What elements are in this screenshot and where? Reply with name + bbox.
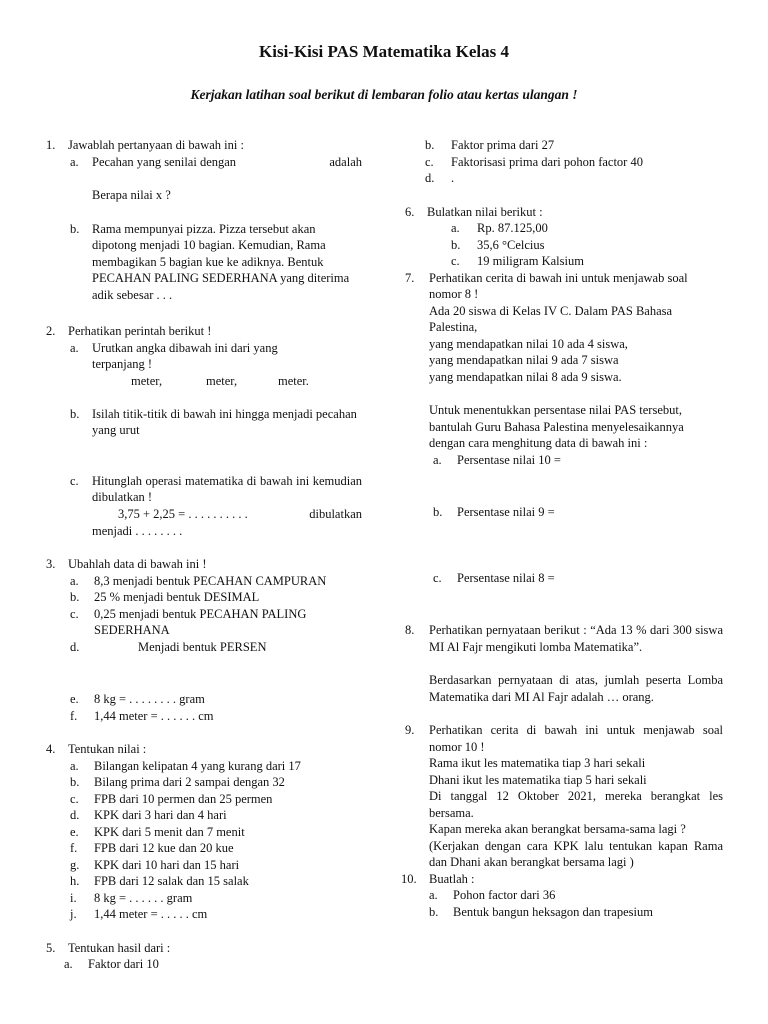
item-text: Persentase nilai 10 = <box>457 452 561 467</box>
question-2a-units <box>46 373 362 390</box>
item-letter: d. <box>70 808 80 822</box>
question-text: Ubahlah data di bawah ini ! <box>68 557 207 571</box>
question-1a-line2: Berapa nilai x ? <box>92 188 171 202</box>
item-text: 1,44 meter = . . . . . . cm <box>94 708 214 723</box>
question-6a <box>405 220 723 237</box>
question-text: Perhatikan perintah berikut ! <box>68 324 212 338</box>
item-letter: c. <box>70 473 79 488</box>
question-4-items <box>46 758 362 923</box>
item-text: KPK dari 10 hari dan 15 hari <box>94 857 240 872</box>
item-letter: c. <box>451 254 460 268</box>
item-text: 35,6 °Celcius <box>477 237 545 252</box>
item-letter: b. <box>429 904 439 919</box>
item-text: 8 kg = . . . . . . . . gram <box>94 692 205 706</box>
item-text: 25 % menjadi bentuk DESIMAL <box>94 590 260 604</box>
item-letter: a. <box>429 888 438 902</box>
item-letter: b. <box>70 590 80 604</box>
item-text-tail: adalah <box>329 154 362 169</box>
item-text: KPK dari 5 menit dan 7 menit <box>94 824 245 839</box>
story-line: yang mendapatkan nilai 8 ada 9 siswa. <box>429 369 622 384</box>
item-text: Hitunglah operasi matematika di bawah ini kemudian dibulatkan ! <box>92 473 362 504</box>
question-4-item <box>46 824 362 841</box>
question-2 <box>46 323 362 340</box>
question-4-item <box>46 873 362 890</box>
story-line: Kapan mereka akan berangkat bersama-sama lagi ? <box>429 822 686 836</box>
item-letter: a. <box>70 154 79 169</box>
question-text: Perhatikan cerita di bawah ini untuk menjawab soal nomor 8 ! <box>429 270 688 301</box>
item-text: 1,44 meter = . . . . . cm <box>94 907 208 921</box>
question-5 <box>46 940 362 957</box>
item-letter: a. <box>70 340 79 355</box>
item-text: . <box>451 171 455 185</box>
question-5b <box>405 137 723 154</box>
question-1 <box>46 137 362 154</box>
question-9 <box>405 722 723 871</box>
item-text: Faktorisasi prima dari pohon factor 40 <box>451 154 643 169</box>
page-title: Kisi-Kisi PAS Matematika Kelas 4 <box>259 42 509 61</box>
question-number: 4. <box>46 742 56 756</box>
item-letter: b. <box>433 505 443 519</box>
item-letter: c. <box>433 570 442 585</box>
item-letter: a. <box>64 957 73 971</box>
question-4 <box>46 741 362 758</box>
item-letter: b. <box>451 237 461 252</box>
item-letter: d. <box>425 171 435 185</box>
item-letter: i. <box>70 890 77 905</box>
item-text: Persentase nilai 8 = <box>457 570 555 585</box>
question-paragraph: Berdasarkan pernyataan di atas, jumlah peserta Lomba Matematika dari MI Al Fajr adalah … orang. <box>429 673 723 704</box>
question-number: 1. <box>46 138 56 152</box>
question-6b <box>405 237 723 254</box>
item-letter: c. <box>425 154 434 169</box>
question-4-item <box>46 807 362 824</box>
item-letter: a. <box>451 221 460 235</box>
item-text: 19 miligram Kalsium <box>477 254 584 268</box>
item-letter: a. <box>70 573 79 588</box>
question-number: 5. <box>46 940 56 955</box>
question-text: Perhatikan cerita di bawah ini untuk menjawab soal nomor 10 ! <box>429 723 723 754</box>
question-7 <box>405 270 709 303</box>
question-number: 7. <box>405 270 415 285</box>
item-text-tail: dibulatkan <box>309 506 362 521</box>
question-7c <box>405 570 723 587</box>
question-5a <box>46 956 362 973</box>
question-6 <box>405 204 723 221</box>
story-line: yang mendapatkan nilai 10 ada 4 siswa, <box>429 336 628 351</box>
item-text: Persentase nilai 9 = <box>457 505 555 519</box>
question-3d <box>46 639 362 656</box>
question-8 <box>405 622 723 705</box>
item-text: FPB dari 10 permen dan 25 permen <box>94 791 273 806</box>
story-line: Di tanggal 12 Oktober 2021, mereka berangkat les bersama. <box>429 789 723 820</box>
item-letter: c. <box>70 791 79 806</box>
story-line: Dhani ikut les matematika tiap 5 hari sekali <box>429 772 647 787</box>
story-line: Rama ikut les matematika tiap 3 hari sekali <box>429 756 646 770</box>
question-1b <box>46 221 358 304</box>
item-text: Menjadi bentuk PERSEN <box>138 639 267 654</box>
item-text: Isilah titik-titik di bawah ini hingga menjadi pecahan yang urut <box>92 406 357 437</box>
item-letter: e. <box>70 824 79 839</box>
question-4-item <box>46 791 362 808</box>
page-subtitle: Kerjakan latihan soal berikut di lembaran folio atau kertas ulangan ! <box>190 87 578 102</box>
question-10a <box>405 887 723 904</box>
story-paragraph: Untuk menentukkan persentase nilai PAS tersebut, bantulah Guru Bahasa Palestina menyelesaikannya dengan cara menghitung data di bawah ini : <box>429 403 684 450</box>
question-5d <box>405 170 723 187</box>
math-expression: 3,75 + 2,25 = . . . . . . . . . . <box>118 506 248 521</box>
question-text: Jawablah pertanyaan di bawah ini : <box>68 138 244 152</box>
item-letter: j. <box>70 907 77 921</box>
item-letter: a. <box>70 758 79 773</box>
question-text: Buatlah : <box>429 871 475 886</box>
item-text: Rama mempunyai pizza. Pizza tersebut akan dipotong menjadi 10 bagian. Kemudian, Rama membagikan 5 bagian kue ke adiknya. Bentuk PECAHAN PALING SEDERHANA yang diterima adik sebesar . . . <box>92 221 350 302</box>
question-3a <box>46 573 330 590</box>
item-letter: f. <box>70 841 78 855</box>
item-letter: f. <box>70 708 78 723</box>
question-4-item <box>46 774 362 791</box>
question-2c-line3: menjadi . . . . . . . . <box>92 523 183 538</box>
question-number: 6. <box>405 204 415 219</box>
item-letter: g. <box>70 857 80 872</box>
item-text: 8 kg = . . . . . . gram <box>94 890 193 905</box>
question-3e <box>46 691 362 708</box>
question-2c-expression <box>46 506 362 523</box>
question-4-item <box>46 906 362 923</box>
item-letter: b. <box>70 406 80 421</box>
question-number: 8. <box>405 623 415 637</box>
item-text: 0,25 menjadi bentuk PECAHAN PALING SEDERHANA <box>94 606 307 637</box>
question-6c <box>405 253 723 270</box>
question-3 <box>46 556 362 573</box>
question-3b <box>46 589 362 606</box>
item-text: Bilangan kelipatan 4 yang kurang dari 17 <box>94 758 301 773</box>
story-line: Ada 20 siswa di Kelas IV C. Dalam PAS Bahasa Palestina, <box>429 303 673 334</box>
item-text: Bilang prima dari 2 sampai dengan 32 <box>94 775 285 789</box>
item-letter: e. <box>70 692 79 706</box>
question-1a <box>46 154 362 171</box>
question-text: Tentukan nilai : <box>68 742 147 756</box>
item-letter: a. <box>433 452 442 467</box>
item-text: 8,3 menjadi bentuk PECAHAN CAMPURAN <box>94 573 327 588</box>
question-4-item <box>46 890 362 907</box>
item-letter: c. <box>70 606 79 621</box>
item-text: Faktor dari 10 <box>88 957 159 971</box>
question-7b <box>405 504 723 521</box>
question-text: Tentukan hasil dari : <box>68 940 171 955</box>
question-2c <box>46 473 362 506</box>
item-letter: d. <box>70 639 80 654</box>
question-4-item <box>46 758 362 775</box>
question-4-item <box>46 857 362 874</box>
item-text: KPK dari 3 hari dan 4 hari <box>94 808 227 822</box>
question-number: 9. <box>405 723 415 737</box>
question-number: 10. <box>401 871 417 886</box>
item-letter: b. <box>70 221 80 236</box>
item-text: Urutkan angka dibawah ini dari yang terpanjang ! <box>92 340 278 371</box>
item-letter: h. <box>70 874 80 888</box>
question-2a <box>46 340 322 373</box>
story-line: (Kerjakan dengan cara KPK lalu tentukan kapan Rama dan Dhani akan berangkat bersama lagi ) <box>429 838 723 869</box>
question-7-story <box>405 303 719 452</box>
unit-text: meter, <box>206 373 238 388</box>
question-5c <box>405 154 723 171</box>
story-line: yang mendapatkan nilai 9 ada 7 siswa <box>429 353 619 367</box>
item-text: FPB dari 12 kue dan 20 kue <box>94 841 234 855</box>
item-text: Pecahan yang senilai dengan <box>92 154 237 169</box>
item-letter: b. <box>70 775 80 789</box>
question-4-item <box>46 840 362 857</box>
question-10 <box>401 871 723 888</box>
question-text: Bulatkan nilai berikut : <box>427 204 543 219</box>
item-text: Bentuk bangun heksagon dan trapesium <box>453 904 653 919</box>
question-10b <box>405 904 723 921</box>
question-text: Perhatikan pernyataan berikut : “Ada 13 % dari 300 siswa MI Al Fajr mengikuti lomba Matematika”. <box>429 623 723 654</box>
right-column <box>401 137 723 920</box>
item-letter: b. <box>425 138 435 152</box>
item-text: Pohon factor dari 36 <box>453 888 556 902</box>
question-3f <box>46 708 362 725</box>
item-text: FPB dari 12 salak dan 15 salak <box>94 874 249 888</box>
left-column <box>46 137 362 973</box>
question-number: 3. <box>46 557 56 571</box>
question-number: 2. <box>46 324 56 338</box>
item-text: Faktor prima dari 27 <box>451 138 555 152</box>
unit-text: meter. <box>278 373 309 388</box>
question-3c <box>46 606 360 639</box>
question-2b <box>46 406 358 439</box>
unit-text: meter, <box>131 373 163 388</box>
item-text: Rp. 87.125,00 <box>477 221 548 235</box>
question-7a <box>405 452 723 469</box>
